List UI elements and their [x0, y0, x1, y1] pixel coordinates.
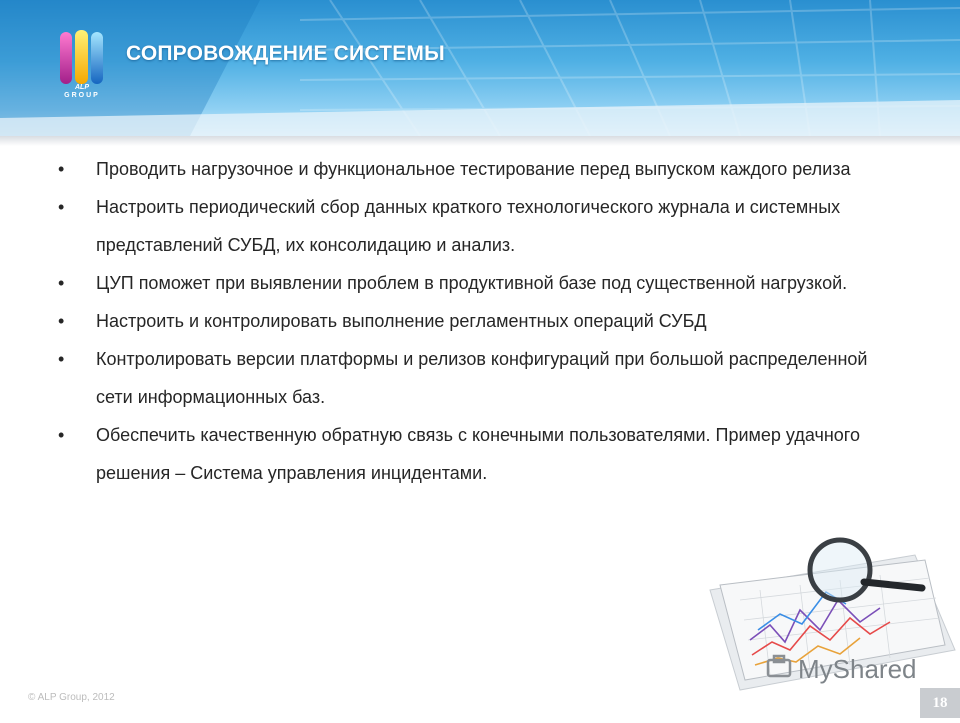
- bullet-marker: •: [58, 311, 65, 331]
- slide-title: СОПРОВОЖДЕНИЕ СИСТЕМЫ: [126, 42, 445, 65]
- header-background-graphic: [0, 0, 960, 136]
- bullet-item: [58, 264, 878, 302]
- alp-group-logo: [56, 28, 108, 104]
- bullet-marker: •: [58, 425, 65, 445]
- bullet-text: ЦУП поможет при выявлении проблем в продуктивной базе под существенной нагрузкой.: [96, 273, 848, 293]
- bullet-text: Настроить периодический сбор данных краткого технологического журнала и системных представлений СУБД, их консолидацию и анализ.: [96, 197, 841, 255]
- bullet-marker: •: [58, 159, 65, 179]
- footer-copyright: © ALP Group, 2012: [28, 692, 115, 703]
- bullet-marker: •: [58, 273, 65, 293]
- bullet-item: [58, 188, 878, 264]
- bullet-text: Настроить и контролировать выполнение регламентных операций СУБД: [96, 311, 707, 331]
- bullet-item: [58, 302, 878, 340]
- bullet-marker: •: [58, 349, 65, 369]
- slide-header: [0, 0, 960, 136]
- bullet-list: [58, 150, 878, 492]
- header-shadow: [0, 136, 960, 146]
- page-number: 18: [920, 688, 960, 718]
- bullet-text: Контролировать версии платформы и релизов конфигураций при большой распределенной сети информационных баз.: [96, 349, 868, 407]
- bullet-item: [58, 150, 878, 188]
- bullet-marker: •: [58, 197, 65, 217]
- logo-subtext: GROUP: [64, 92, 100, 99]
- bullet-text: Проводить нагрузочное и функциональное тестирование перед выпуском каждого релиза: [96, 159, 851, 179]
- watermark-text: MyShared: [798, 654, 917, 684]
- bullet-item: [58, 340, 878, 416]
- bullet-text: Обеспечить качественную обратную связь с конечными пользователями. Пример удачного решения – Система управления инцидентами.: [96, 425, 860, 483]
- logo-text: ALP: [75, 84, 89, 91]
- bullet-item: [58, 416, 878, 492]
